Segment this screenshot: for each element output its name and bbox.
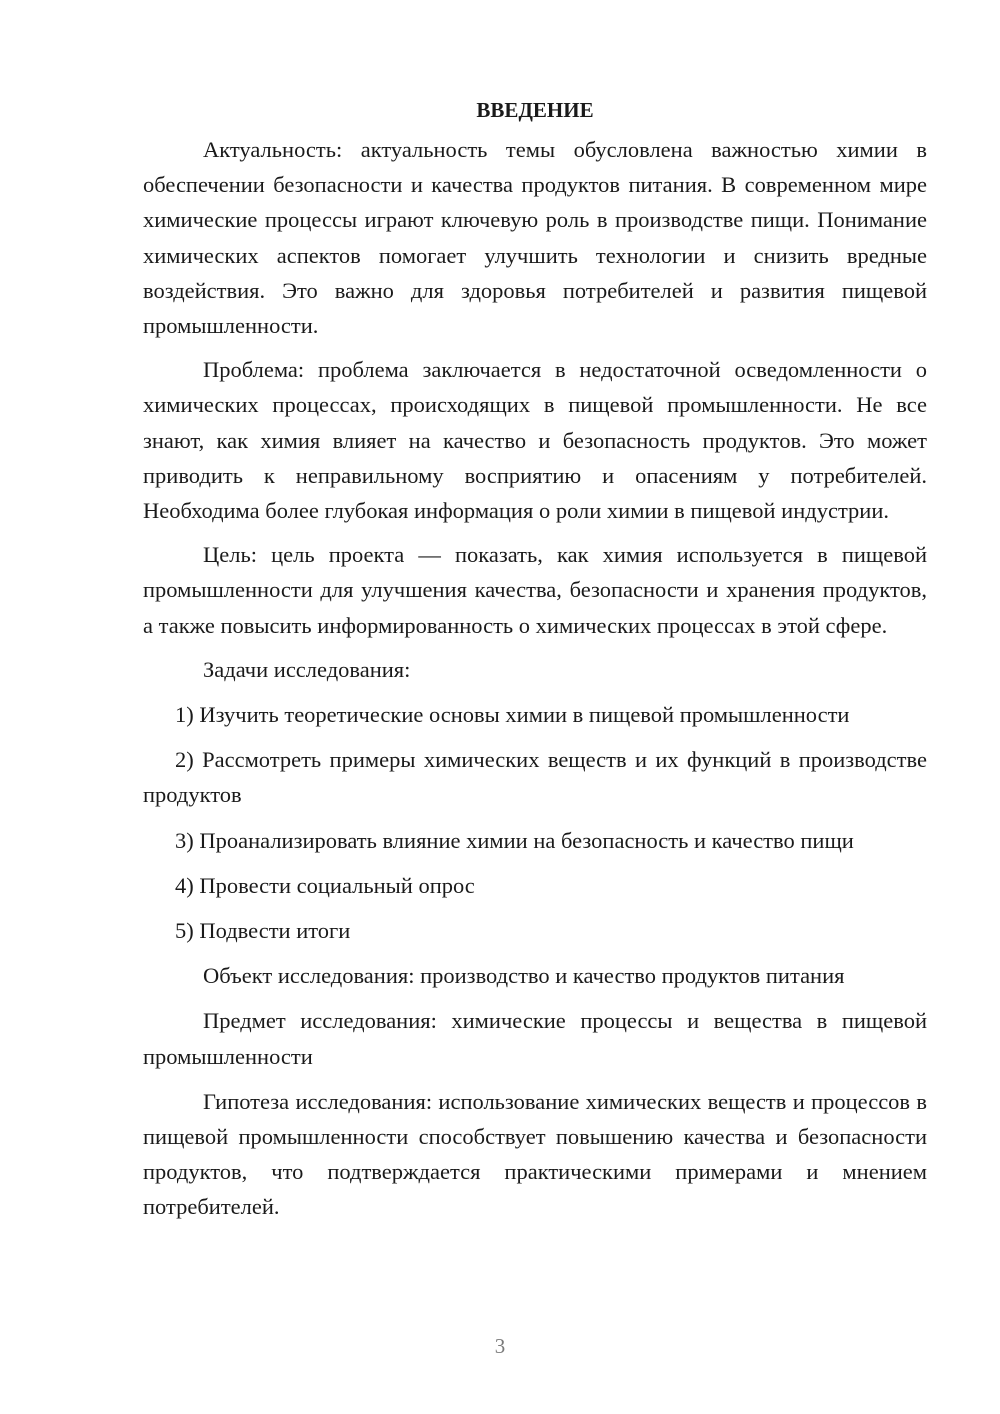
task-item-5: 5) Подвести итоги: [175, 918, 351, 944]
hypothesis-paragraph: Гипотеза исследования: использование химических веществ и процессов в пищевой промышленности способствует повышению качества и безопасности продуктов, что подтверждается практическими примерами и мнением потребителей.: [143, 1088, 927, 1220]
task-item-2: 2) Рассмотреть примеры химических веществ и их функций в производстве продуктов: [143, 747, 927, 808]
problem-paragraph: Проблема: проблема заключается в недостаточной осведомленности о химических процессах, происходящих в пищевой промышленности. Не все знают, как химия влияет на качество и безопасность продуктов. Это может приводить к неправильному восприятию и опасениям у потребителей. Необходима более глубокая информация о роли химии в пищевой индустрии.: [143, 357, 927, 524]
task-item-4: 4) Провести социальный опрос: [175, 872, 475, 898]
relevance-paragraph: Актуальность: актуальность темы обусловлена важностью химии в обеспечении безопасности и качества продуктов питания. В современном мире химические процессы играют ключевую роль в производстве пищи. Понимание химических аспектов помогает улучшить технологии и снизить вредные воздействия. Это важно для здоровья потребителей и развития пищевой промышленности.: [143, 137, 927, 339]
page-title: ВВЕДЕНИЕ: [476, 98, 594, 122]
task-item-1: 1) Изучить теоретические основы химии в пищевой промышленности: [175, 702, 850, 728]
task-item-3: 3) Проанализировать влияние химии на безопасность и качество пищи: [175, 827, 854, 853]
tasks-heading: Задачи исследования:: [203, 656, 411, 682]
object-paragraph: Объект исследования: производство и качество продуктов питания: [203, 963, 845, 989]
document-page: [143, 92, 927, 1225]
page-number: 3: [494, 1334, 506, 1358]
goal-paragraph: Цель: цель проекта — показать, как химия используется в пищевой промышленности для улучшения качества, безопасности и хранения продуктов, а также повысить информированность о химических процессах в этой сфере.: [143, 542, 927, 638]
subject-paragraph: Предмет исследования: химические процессы и вещества в пищевой промышленности: [143, 1008, 927, 1069]
